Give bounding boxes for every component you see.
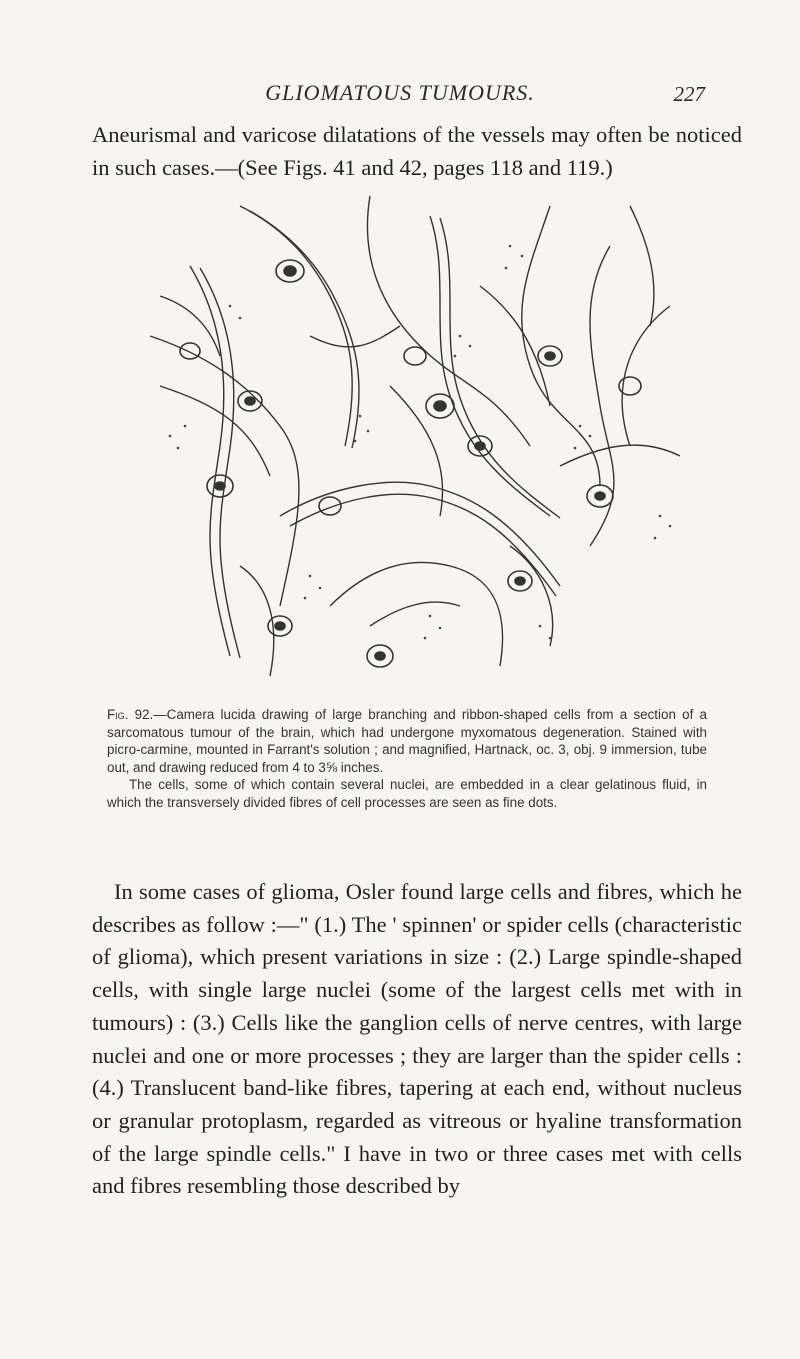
figure-illustration [130,186,710,686]
figure-caption [107,706,707,812]
cell-drawing [130,186,710,686]
caption-note: The cells, some of which contain several nuclei, are embedded in a clear gelatinous fluid, in which the transversely divided fibres of cell processes are seen as fine dots. [107,777,707,810]
running-title: GLIOMATOUS TUMOURS. [265,80,535,105]
figure-label: Fig. 92. [107,707,154,722]
intro-paragraph: Aneurismal and varicose dilatations of the vessels may often be noticed in such cases.—(See Figs. 41 and 42, pages 118 and 119.) [92,122,742,180]
body-paragraph: In some cases of glioma, Osler found large cells and fibres, which he describes as follow :—" (1.) The ' spinnen' or spider cells (characteristic of glioma), which present variations in size : (2.) Large spindle-shaped cells, with single large nuclei (some of the largest cells met with in tumours) : (3.) Cells like the ganglion cells of nerve centres, with large nuclei and one or more processes ; they are larger than the spider cells : (4.) Translucent band-like fibres, tapering at each end, without nucleus or granular protoplasm, regarded as vitreous or hyaline transformation of the large spindle cells." I have in two or three cases met with cells and fibres resembling those described by [92,879,742,1199]
caption-main [107,706,707,776]
page-number: 227 [673,82,705,106]
caption-text: —Camera lucida drawing of large branching and ribbon-shaped cells from a section of a sarcomatous tumour of the brain, which had undergone myxomatous degeneration. Stained with picro-carmine, mounted in Farrant's solution ; and magnified, Hartnack, oc. 3, obj. 9 immersion, tube out, and drawing reduced from 4 to 3⅝ inches. [107,707,707,775]
page-header [0,80,800,110]
